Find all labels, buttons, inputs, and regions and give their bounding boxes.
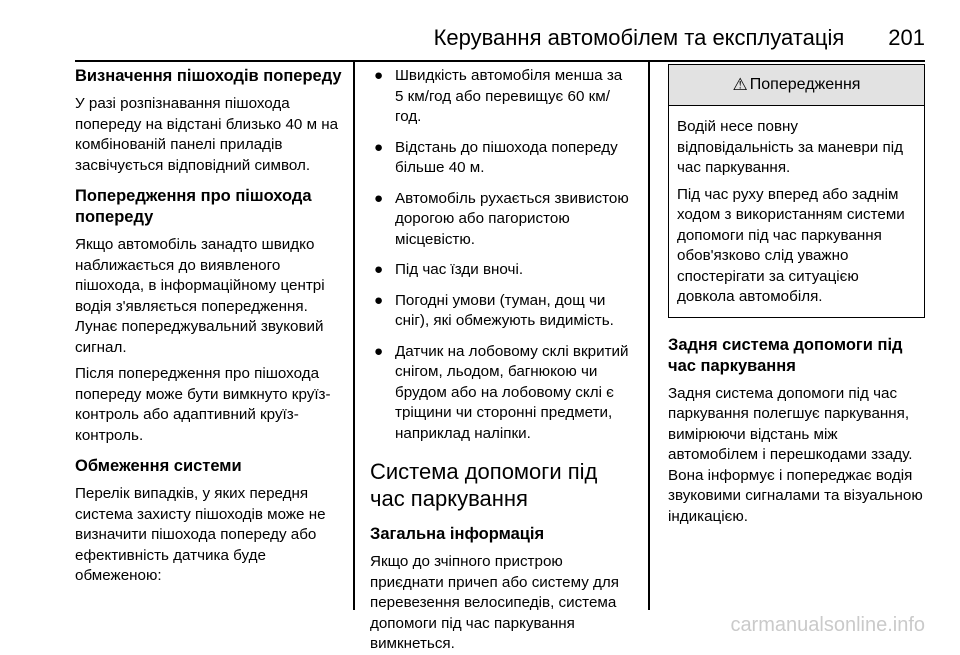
limitation-list — [370, 66, 632, 444]
pedestrian-detection-heading: Визначення пішоходів попереду — [75, 67, 342, 85]
warning-box — [668, 64, 925, 318]
pedestrian-warning-text: Якщо автомобіль занадто швидко наближається до виявленого пішохода, в інформаційному центрі водія з'являється попередження. Лунає попереджувальний звуковий сигнал. — [75, 236, 325, 356]
parking-assist-heading: Система допомоги під час паркування — [370, 459, 598, 511]
column-1 — [75, 62, 345, 587]
bullet-icon: ● — [374, 261, 384, 278]
list-item: ● Швидкість автомобіля менша за 5 км/год або перевищує 60 км/год. — [374, 67, 623, 125]
column-2 — [370, 62, 632, 655]
list-item: ● Відстань до пішохода попереду більше 40 м. — [374, 138, 618, 176]
warning-title: Попередження — [749, 75, 861, 93]
system-limits-text: Перелік випадків, у яких передня система захисту пішоходів може не визначити пішохода попереду або ефективність датчика буде обмеженою: — [75, 485, 326, 584]
bullet-icon: ● — [374, 291, 384, 309]
bullet-icon: ● — [374, 67, 384, 84]
system-limits-heading: Обмеження системи — [75, 457, 242, 475]
warning-triangle-icon: ⚠ — [732, 74, 748, 94]
pedestrian-warning-heading: Попередження про пішохода попереду — [75, 187, 312, 226]
page-header — [75, 20, 925, 56]
rear-parking-assist-heading: Задня система допомоги під час паркування — [668, 335, 903, 375]
list-item: ● Датчик на лобовому склі вкритий снігом, льодом, багнюкою чи брудом або на лобовому склі є тріщини чи сторонні предмети, наприклад наліпки. — [374, 342, 629, 442]
list-item: ● Погодні умови (туман, дощ чи сніг), які обмежують видимість. — [374, 291, 614, 329]
warning-text-2: Під час руху вперед або заднім ходом з використанням системи допомоги під час паркування обов'язково слід уважно спостерігати за ситуацією довкола автомобіля. — [677, 185, 905, 305]
list-item: ● Автомобіль рухається звивистою дорогою або пагористою місцевістю. — [374, 189, 629, 248]
bullet-icon: ● — [374, 189, 384, 207]
header-title: Керування автомобілем та експлуатація — [433, 25, 845, 50]
warning-body — [669, 106, 924, 317]
bullet-icon: ● — [374, 342, 384, 360]
bullet-icon: ● — [374, 138, 384, 156]
general-info-heading: Загальна інформація — [370, 525, 545, 543]
warning-text-1: Водій несе повну відповідальність за маневри під час паркування. — [677, 118, 903, 176]
general-info-text: Якщо до зчіпного пристрою приєднати причеп або систему для перевезення велосипедів, система допомоги під час паркування вимкнеться. — [370, 553, 619, 652]
list-item: ● Під час їзди вночі. — [370, 260, 632, 281]
cruise-control-text: Після попередження про пішохода попереду може бути вимкнуто круїз-контроль або адаптивний круїз-контроль. — [75, 365, 331, 444]
watermark: carmanualsonline.info — [730, 614, 925, 636]
page-number: 201 — [888, 25, 925, 50]
rear-parking-assist-text: Задня система допомоги під час паркування полегшує паркування, вимірюючи відстань між автомобілем і перешкодами ззаду. Вона інформує і попереджає водія звуковими сигналами та візуальною індикацією. — [668, 384, 923, 525]
column-divider-2 — [648, 62, 650, 610]
pedestrian-detection-text: У разі розпізнавання пішохода попереду на відстані близько 40 м на комбінованій панелі приладів засвічується відповідний символ. — [75, 95, 339, 174]
warning-header — [669, 65, 924, 106]
column-divider-1 — [353, 62, 355, 610]
column-3 — [668, 62, 925, 527]
